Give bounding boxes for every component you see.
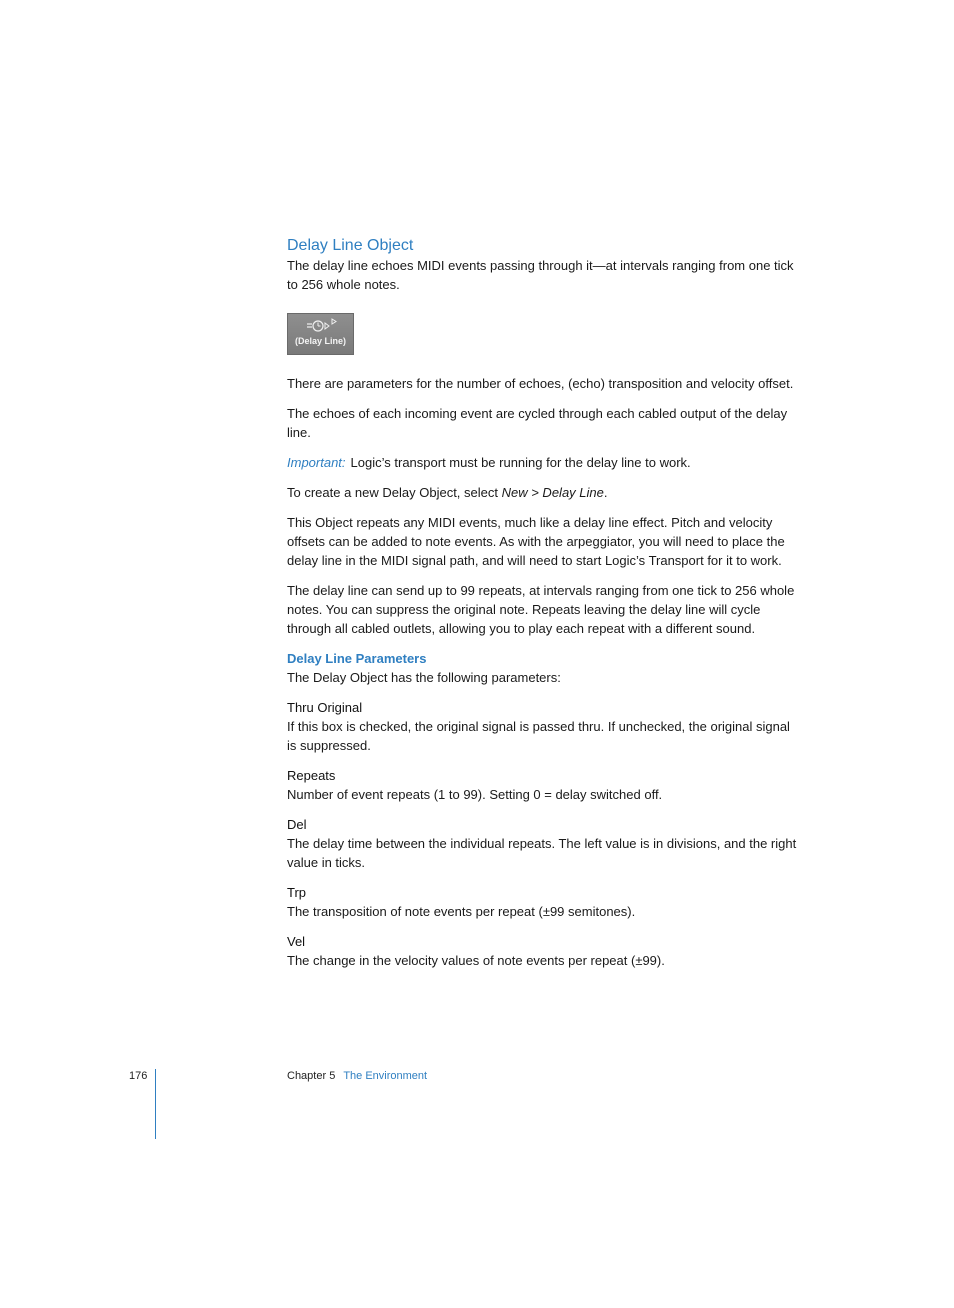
subsection-intro: The Delay Object has the following parameters: xyxy=(287,670,561,685)
section-heading: Delay Line Object xyxy=(287,237,414,254)
paragraph-parameters: There are parameters for the number of echoes, (echo) transposition and velocity offset. xyxy=(287,376,794,391)
create-prefix: To create a new Delay Object, select xyxy=(287,485,502,500)
param-name: Thru Original xyxy=(287,700,363,715)
param-name: Del xyxy=(287,817,307,832)
chapter-number: Chapter 5 xyxy=(287,1070,336,1082)
create-suffix: . xyxy=(603,485,608,500)
param-desc: The delay time between the individual repeats. The left value is in divisions, and the right value in ticks. xyxy=(287,836,797,870)
param-repeats xyxy=(287,766,797,804)
param-trp xyxy=(287,883,797,921)
param-name: Repeats xyxy=(287,768,336,783)
param-desc: The change in the velocity values of note events per repeat (±99). xyxy=(287,953,665,968)
param-del xyxy=(287,815,797,872)
chapter-title: The Environment xyxy=(343,1070,428,1082)
page-content xyxy=(287,236,797,970)
delay-line-object-image xyxy=(287,313,354,355)
subsection-heading: Delay Line Parameters xyxy=(287,651,427,666)
param-name: Vel xyxy=(287,934,306,949)
page-number: 176 xyxy=(129,1070,148,1082)
footer-divider xyxy=(155,1069,156,1139)
intro-paragraph: The delay line echoes MIDI events passing through it—at intervals ranging from one tick to 256 whole notes. xyxy=(287,258,794,292)
important-label: Important: xyxy=(287,455,346,470)
paragraph-repeats-midi: This Object repeats any MIDI events, much like a delay line effect. Pitch and velocity offsets can be added to note events. As with the arpeggiator, you will need to place the delay line in the MIDI signal path, and will need to start Logic’s Transport for it to work. xyxy=(287,515,785,568)
param-desc: Number of event repeats (1 to 99). Setting 0 = delay switched off. xyxy=(287,787,663,802)
paragraph-send-repeats: The delay line can send up to 99 repeats, at intervals ranging from one tick to 256 whole notes. You can suppress the original note. Repeats leaving the delay line will cycle through all cabled outlets, allowing you to play each repeat with a different sound. xyxy=(287,583,795,636)
paragraph-echoes: The echoes of each incoming event are cycled through each cabled output of the delay line. xyxy=(287,406,788,440)
param-vel xyxy=(287,932,797,970)
param-desc: If this box is checked, the original signal is passed thru. If unchecked, the original signal is suppressed. xyxy=(287,719,790,753)
param-thru-original xyxy=(287,698,797,755)
menu-path: New > Delay Line xyxy=(501,485,604,500)
param-name: Trp xyxy=(287,885,307,900)
footer-chapter xyxy=(287,1070,427,1082)
important-text: Logic’s transport must be running for the delay line to work. xyxy=(350,455,691,470)
create-instruction xyxy=(287,483,797,502)
delay-line-label: (Delay Line) xyxy=(294,336,346,346)
delay-line-icon xyxy=(306,318,338,334)
param-desc: The transposition of note events per repeat (±99 semitones). xyxy=(287,904,636,919)
important-note xyxy=(287,453,797,472)
